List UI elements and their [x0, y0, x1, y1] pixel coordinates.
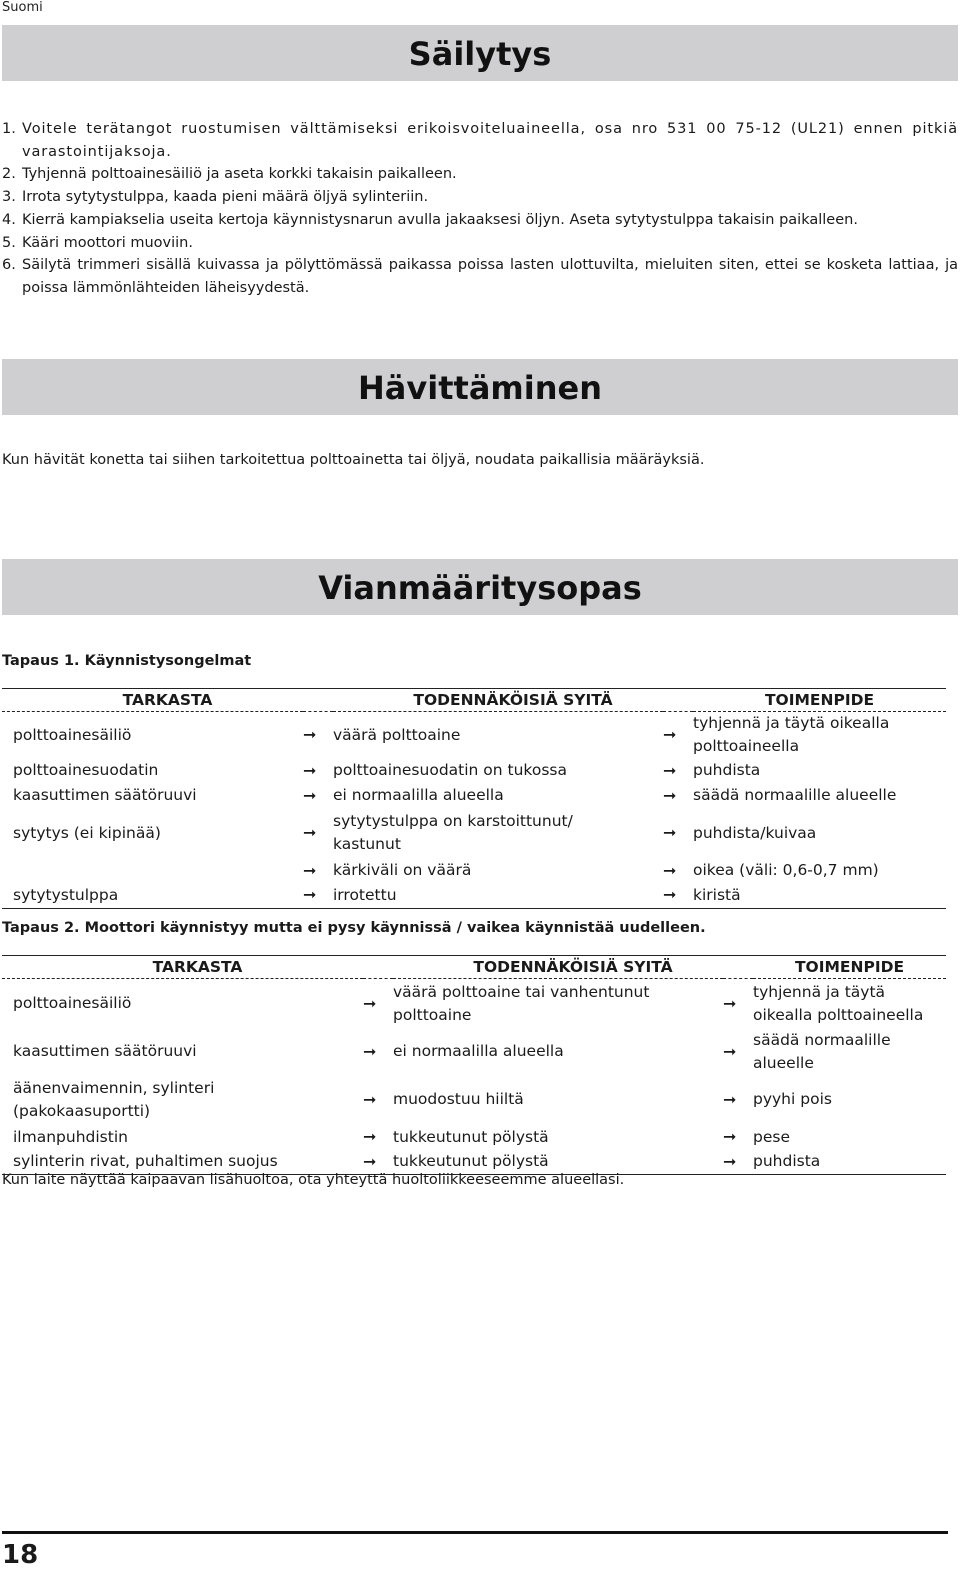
cause-cell: sytytystulppa on karstoittunut/ kastunut: [333, 812, 573, 853]
cause-cell: muodostuu hiiltä: [393, 1090, 524, 1108]
table-header-row: [2, 689, 946, 712]
arrow-icon: ➞: [663, 885, 677, 905]
header-check: TARKASTA: [122, 691, 213, 709]
check-cell: sytytys (ei kipinää): [13, 823, 161, 842]
arrow-icon: ➞: [723, 1089, 737, 1109]
check-cell: äänenvaimennin, sylinteri (pakokaasuportti): [13, 1078, 215, 1120]
table-row: [2, 858, 946, 883]
action-cell: tyhjennä ja täytä oikealla polttoaineella: [693, 714, 890, 755]
arrow-icon: ➞: [303, 760, 317, 780]
header-check: TARKASTA: [152, 958, 243, 976]
arrow-icon: ➞: [303, 860, 317, 880]
cause-cell: polttoainesuodatin on tukossa: [333, 761, 567, 779]
check-cell: [2, 858, 303, 883]
table-header-row: [2, 956, 946, 979]
storage-list: [2, 118, 958, 300]
action-cell: pyyhi pois: [753, 1090, 832, 1108]
list-item: 2. Tyhjennä polttoainesäiliö ja aseta korkki takaisin paikalleen.: [2, 166, 457, 183]
arrow-icon: ➞: [663, 860, 677, 880]
arrow-icon: ➞: [363, 1089, 377, 1109]
table-row: [2, 758, 946, 783]
language-label: Suomi: [2, 0, 43, 15]
cause-cell: tukkeutunut pölystä: [393, 1127, 549, 1146]
check-cell: kaasuttimen säätöruuvi: [13, 1042, 197, 1060]
list-item: 5. Kääri moottori muoviin.: [2, 234, 193, 251]
footer-divider: [2, 1531, 948, 1534]
table-row: [2, 979, 946, 1029]
arrow-icon: ➞: [663, 823, 677, 842]
check-cell: ilmanpuhdistin: [13, 1127, 128, 1146]
check-cell: polttoainesäiliö: [13, 994, 132, 1013]
action-cell: puhdista: [753, 1150, 946, 1175]
check-cell: polttoainesuodatin: [13, 761, 159, 779]
arrow-icon: ➞: [723, 1041, 737, 1061]
check-cell: sytytystulppa: [2, 883, 303, 908]
cause-cell: ei normaalilla alueella: [393, 1042, 564, 1060]
table-row: [2, 712, 946, 759]
arrow-icon: ➞: [663, 725, 677, 744]
arrow-icon: ➞: [363, 1041, 377, 1061]
header-action: TOIMENPIDE: [764, 691, 875, 709]
arrow-icon: ➞: [363, 1151, 377, 1171]
disposal-text: Kun hävität konetta tai siihen tarkoitettua polttoainetta tai öljyä, noudata paikallisia määräyksiä.: [2, 452, 705, 468]
action-cell: puhdista: [693, 761, 761, 779]
list-item: 1. Voitele terätangot ruostumisen välttämiseksi erikoisvoiteluaineella, osa nro 531 00 75-12 (UL21) ennen pitkiä varastointijaksoja.: [2, 121, 958, 160]
action-cell: pese: [753, 1127, 790, 1146]
table-row: [2, 1029, 946, 1075]
cause-cell: kärkiväli on väärä: [333, 861, 472, 879]
case1-table: [2, 688, 946, 909]
disposal-heading: Hävittäminen: [2, 359, 958, 415]
table-row: [2, 1125, 946, 1150]
list-item: 6. Säilytä trimmeri sisällä kuivassa ja pölyttömässä paikassa poissa lasten ulottuvilta, mieluiten siten, ettei se kosketa lattiaa, ja poissa lämmönlähteiden läheisyydestä.: [2, 257, 958, 296]
cause-cell: väärä polttoaine tai vanhentunut polttoaine: [393, 982, 650, 1024]
action-cell: säädä normaalille alueelle: [693, 786, 897, 804]
table-row: [2, 808, 946, 858]
header-action: TOIMENPIDE: [794, 958, 905, 976]
table-row: [2, 1075, 946, 1125]
arrow-icon: ➞: [723, 993, 737, 1013]
table-row: [2, 783, 946, 808]
action-cell: oikea (väli: 0,6-0,7 mm): [693, 861, 879, 879]
arrow-icon: ➞: [723, 1127, 737, 1146]
arrow-icon: ➞: [303, 785, 317, 805]
check-cell: sylinterin rivat, puhaltimen suojus: [2, 1150, 363, 1175]
arrow-icon: ➞: [303, 725, 317, 744]
troubleshooting-heading: Vianmääritysopas: [2, 559, 958, 615]
check-cell: polttoainesäiliö: [13, 725, 132, 744]
case1-title: Tapaus 1. Käynnistysongelmat: [2, 653, 252, 669]
action-cell: kiristä: [693, 883, 946, 908]
check-cell: kaasuttimen säätöruuvi: [13, 786, 197, 804]
cause-cell: ei normaalilla alueella: [333, 786, 504, 804]
storage-heading: Säilytys: [2, 25, 958, 81]
case2-title: Tapaus 2. Moottori käynnistyy mutta ei pysy käynnissä / vaikea käynnistää uudelleen.: [2, 920, 706, 936]
cause-cell: irrotettu: [333, 883, 663, 908]
page-number: 18: [2, 1540, 39, 1570]
arrow-icon: ➞: [663, 760, 677, 780]
arrow-icon: ➞: [363, 1127, 377, 1146]
arrow-icon: ➞: [303, 885, 317, 905]
action-cell: säädä normaalille alueelle: [753, 1030, 891, 1072]
list-item: 3. Irrota sytytystulppa, kaada pieni määrä öljyä sylinteriin.: [2, 189, 429, 206]
list-item: 4. Kierrä kampiakselia useita kertoja käynnistysnarun avulla jakaaksesi öljyn. Aseta sytytystulppa takaisin paikalleen.: [2, 211, 858, 228]
table-row: [2, 1150, 946, 1175]
arrow-icon: ➞: [363, 993, 377, 1013]
header-cause: TODENNÄKÖISIÄ SYITÄ: [473, 958, 673, 976]
service-note: Kun laite näyttää kaipaavan lisähuoltoa, ota yhteyttä huoltoliikkeeseemme alueellasi.: [2, 1172, 625, 1188]
action-cell: tyhjennä ja täytä oikealla polttoaineella: [753, 982, 924, 1024]
cause-cell: tukkeutunut pölystä: [393, 1150, 723, 1175]
arrow-icon: ➞: [303, 823, 317, 842]
case2-table: [2, 955, 946, 1175]
arrow-icon: ➞: [663, 785, 677, 805]
arrow-icon: ➞: [723, 1151, 737, 1171]
table-row: [2, 883, 946, 908]
header-cause: TODENNÄKÖISIÄ SYITÄ: [413, 691, 613, 709]
action-cell: puhdista/kuivaa: [693, 823, 817, 842]
cause-cell: väärä polttoaine: [333, 725, 461, 744]
